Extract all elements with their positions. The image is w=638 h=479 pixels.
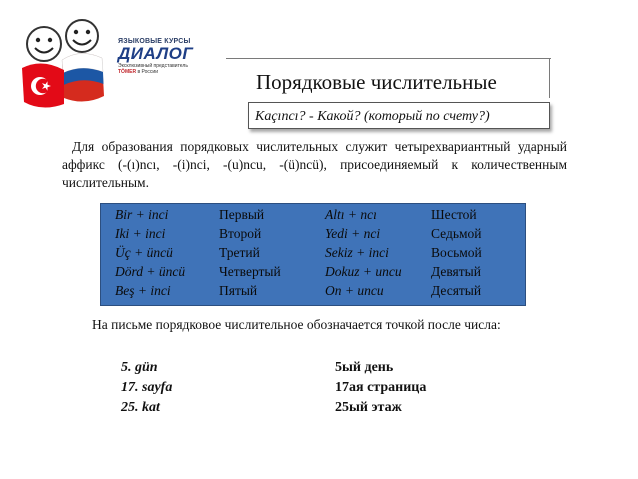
intro-text: Для образования порядковых числительных служит четырехвариантный ударный аффикс (-(ı)ncı, -(i)nci, -(u)ncu, -(ü)ncü), присоединяемый к количественным числительным. (62, 139, 567, 190)
notation-paragraph (84, 316, 550, 334)
intro-paragraph (62, 138, 567, 192)
brand-name: ДИАЛОГ (118, 44, 194, 63)
brand-tomer: TÖMER (118, 69, 137, 75)
turkish-ordinal: Dokuz + uncu (325, 264, 402, 279)
example-russian: 25ый этаж (335, 400, 402, 415)
russian-ordinal: Девятый (431, 264, 481, 279)
table-row (101, 262, 525, 281)
russian-ordinal: Первый (219, 207, 265, 222)
example-russian: 5ый день (335, 360, 394, 375)
brand-tagline: ЯЗЫКОВЫЕ КУРСЫ (118, 38, 191, 45)
russian-ordinal: Восьмой (431, 245, 482, 260)
example-turkish: 5. gün (121, 360, 158, 375)
question-box: Kaçıncı? - Какой? (который по счету?) (248, 102, 550, 129)
table-row (101, 243, 525, 262)
dialog-logo (14, 14, 114, 114)
turkish-ordinal: On + uncu (325, 283, 384, 298)
russian-ordinal: Второй (219, 226, 262, 241)
brand-country: в России (137, 69, 158, 75)
brand-tomer-line (118, 69, 238, 75)
ordinals-table (100, 203, 526, 306)
table-row (101, 224, 525, 243)
brand-block (118, 38, 238, 75)
table-row (101, 281, 525, 300)
example-turkish: 25. kat (121, 400, 160, 415)
example-turkish: 17. sayfa (121, 380, 173, 395)
example-russian: 17ая страница (335, 380, 427, 395)
turkish-ordinal: Altı + ncı (325, 207, 377, 222)
turkish-ordinal: Sekiz + inci (325, 245, 389, 260)
turkish-ordinal: Üç + üncü (115, 245, 173, 260)
russian-ordinal: Пятый (219, 283, 258, 298)
brand-representative: Эксклюзивный представитель (118, 63, 188, 69)
title-rule (226, 58, 551, 59)
turkish-ordinal: Bir + inci (115, 207, 169, 222)
notation-text: На письме порядковое числительное обозначается точкой после числа: (92, 317, 501, 332)
table-row (101, 205, 525, 224)
turkish-ordinal: Iki + inci (115, 226, 166, 241)
russian-ordinal: Седьмой (431, 226, 482, 241)
title-vertical-rule (549, 58, 550, 98)
page-title: Порядковые числительные (256, 70, 497, 94)
russian-ordinal: Шестой (431, 207, 477, 222)
turkish-ordinal: Yedi + nci (325, 226, 381, 241)
russian-ordinal: Третий (219, 245, 260, 260)
turkish-ordinal: Beş + inci (115, 283, 171, 298)
russian-ordinal: Четвертый (219, 264, 281, 279)
russian-ordinal: Десятый (431, 283, 482, 298)
turkish-ordinal: Dörd + üncü (115, 264, 186, 279)
